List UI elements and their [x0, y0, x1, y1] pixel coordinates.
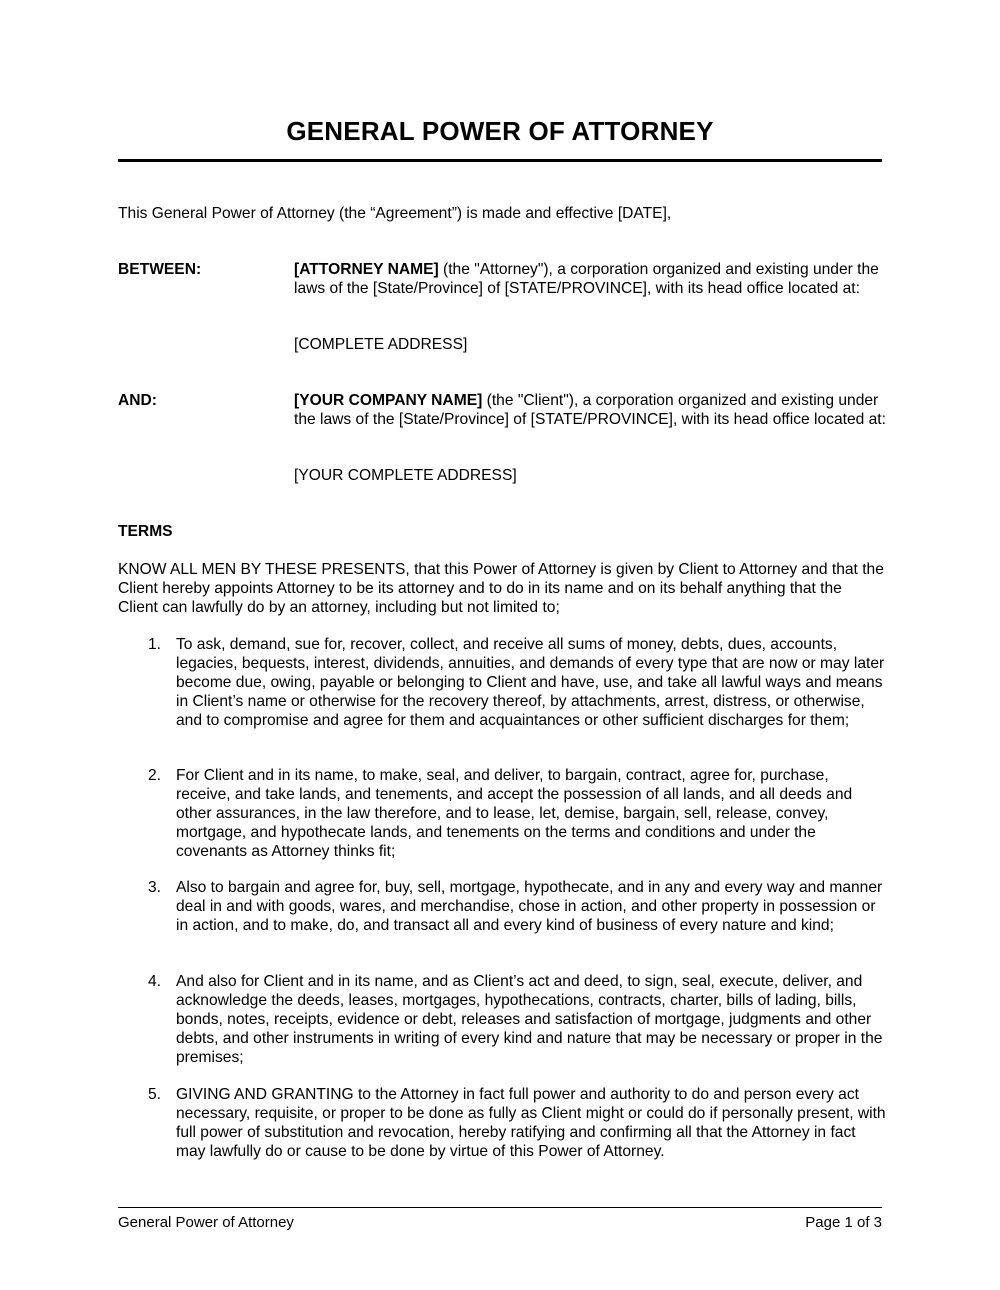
party-address-client: [YOUR COMPLETE ADDRESS] [294, 467, 517, 484]
list-item-number: 5. [148, 1086, 162, 1103]
party-label-and: AND: [118, 392, 157, 409]
party-address-attorney: [COMPLETE ADDRESS] [294, 336, 468, 353]
footer-document-name: General Power of Attorney [118, 1214, 294, 1231]
list-item-text: GIVING AND GRANTING to the Attorney in fact full power and authority to do and person every act necessary, requisite, or proper to be done as fully as Client might or could do if personally present, with full power of substitution and revocation, hereby ratifying and confirming all that the Attorney in fact may lawfully do or cause to be done by virtue of this Power of Attorney. [176, 1086, 886, 1160]
list-item-text: And also for Client and in its name, and as Client’s act and deed, to sign, seal, execute, deliver, and acknowledge the deeds, leases, mortgages, hypothecations, contracts, charter, bills of lading, bills, bonds, notes, receipts, evidence or debt, releases and satisfaction of mortgage, judgments and other debts, and other instruments in writing of every kind and nature that may be necessary or proper in the premises; [176, 973, 883, 1066]
footer-divider [118, 1207, 882, 1208]
party-text-attorney: (the "Attorney"), a corporation organized and existing under the laws of the [State/Province] of [STATE/PROVINCE], with its head office located at: [294, 261, 879, 297]
party-description-client [294, 391, 886, 429]
list-item-text: For Client and in its name, to make, seal, and deliver, to bargain, contract, agree for, purchase, receive, and take lands, and tenements, and accept the possession of all lands, and all deeds and other assurances, in the law therefore, and to lease, let, demise, bargain, sell, release, convey, mortgage, and hypothecate lands, and tenements on the terms and conditions and under the covenants as Attorney thinks fit; [176, 767, 853, 860]
list-item-number: 3. [148, 879, 162, 896]
terms-heading: TERMS [118, 523, 173, 540]
intro-paragraph: This General Power of Attorney (the “Agreement”) is made and effective [DATE], [118, 205, 672, 222]
party-name-attorney: [ATTORNEY NAME] [294, 261, 439, 278]
footer-page-number: Page 1 of 3 [805, 1214, 882, 1231]
party-name-client: [YOUR COMPANY NAME] [294, 392, 483, 409]
party-label-between: BETWEEN: [118, 261, 202, 278]
list-item-number: 4. [148, 973, 162, 990]
list-item-number: 1. [148, 636, 162, 653]
title-divider [118, 159, 882, 162]
party-text-client: (the "Client"), a corporation organized and existing under the laws of the [State/Province] of [STATE/PROVINCE], with its head office located at: [294, 392, 886, 428]
list-item-text: To ask, demand, sue for, recover, collect, and receive all sums of money, debts, dues, accounts, legacies, bequests, interest, dividends, annuities, and demands of every type that are now or may later become due, owing, payable or belonging to Client and have, use, and take all lawful ways and means in Client’s name or otherwise for the recovery thereof, by attachments, arrest, distress, or otherwise, and to compromise and agree for them and acquaintances or other sufficient discharges for them; [176, 636, 885, 729]
terms-intro-paragraph: KNOW ALL MEN BY THESE PRESENTS, that this Power of Attorney is given by Client to Attorney and that the Client hereby appoints Attorney to be its attorney and to do in its name and on its behalf anything that the Client can lawfully do by an attorney, including but not limited to; [118, 561, 884, 616]
document-title: GENERAL POWER OF ATTORNEY [286, 116, 714, 146]
party-description-attorney [294, 260, 886, 298]
list-item-number: 2. [148, 767, 162, 784]
list-item-text: Also to bargain and agree for, buy, sell, mortgage, hypothecate, and in any and every way and manner deal in and with goods, wares, and merchandise, chose in action, and other property in possession or in action, and to make, do, and transact all and every kind of business of every nature and kind; [176, 879, 883, 934]
